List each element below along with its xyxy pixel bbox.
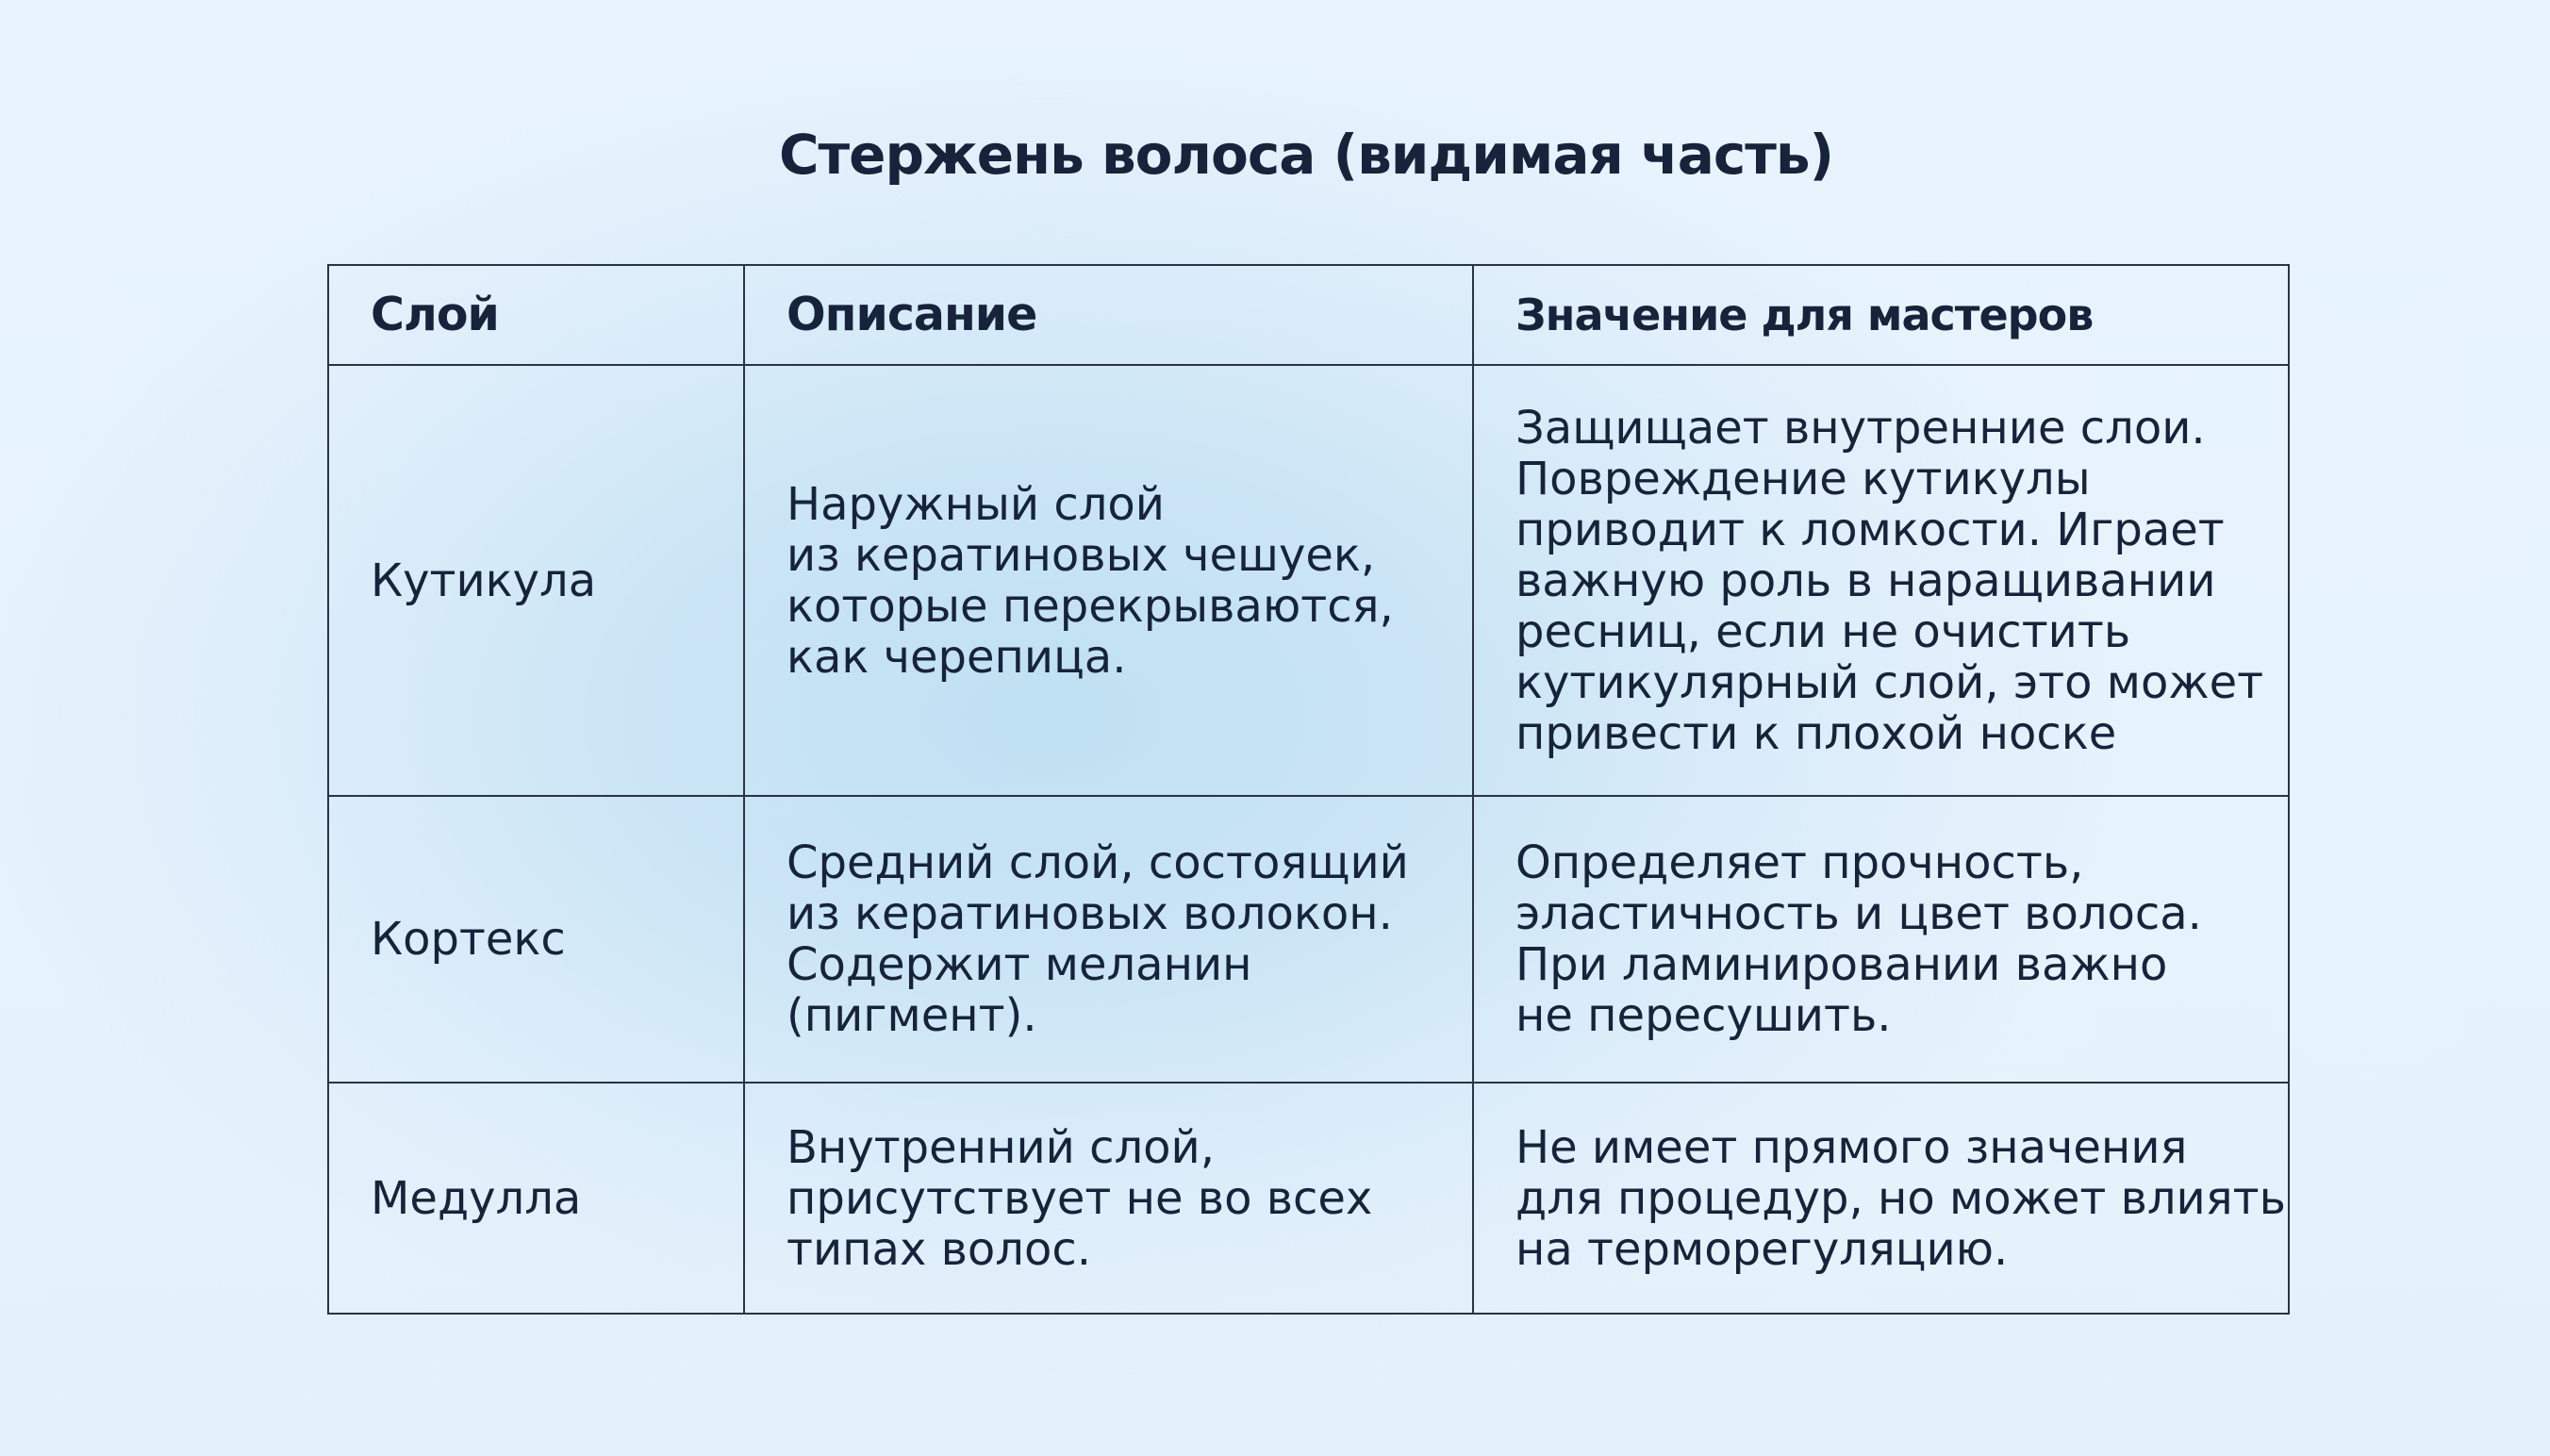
layer-name: Медулла xyxy=(328,1083,744,1314)
header-significance: Значение для мастеров xyxy=(1473,265,2289,365)
table-row xyxy=(328,365,2289,796)
layer-description xyxy=(744,365,1473,796)
layer-significance xyxy=(1473,365,2289,796)
layer-name: Кортекс xyxy=(328,796,744,1083)
layer-significance xyxy=(1473,796,2289,1083)
significance-text: Защищает внутренние слои. Повреждение кутикулы приводит к ломкости. Играет важную роль в наращивании ресниц, если не очистить кутикулярный слой, это может привести к плохой носке xyxy=(1515,401,2264,760)
description-text: Средний слой, состоящий из кератиновых волокон. Содержит меланин (пигмент). xyxy=(787,836,1409,1042)
page-title: Стержень волоса (видимая часть) xyxy=(778,123,1834,187)
table-row xyxy=(328,1083,2289,1314)
description-text: Наружный слой из кератиновых чешуек, которые перекрываются, как черепица. xyxy=(787,477,1394,684)
layer-description xyxy=(744,796,1473,1083)
header-description: Описание xyxy=(744,265,1473,365)
table-header-row xyxy=(328,265,2289,365)
header-layer: Слой xyxy=(328,265,744,365)
significance-text: Не имеет прямого значения для процедур, но может влиять на терморегуляцию. xyxy=(1515,1120,2286,1276)
description-text: Внутренний слой, присутствует не во всех типах волос. xyxy=(787,1120,1373,1276)
significance-text: Определяет прочность, эластичность и цвет волоса. При ламинировании важно не пересушить. xyxy=(1515,836,2202,1042)
layer-name: Кутикула xyxy=(328,365,744,796)
layer-description xyxy=(744,1083,1473,1314)
hair-shaft-table xyxy=(327,264,2290,1315)
table-row xyxy=(328,796,2289,1083)
layer-significance xyxy=(1473,1083,2289,1314)
